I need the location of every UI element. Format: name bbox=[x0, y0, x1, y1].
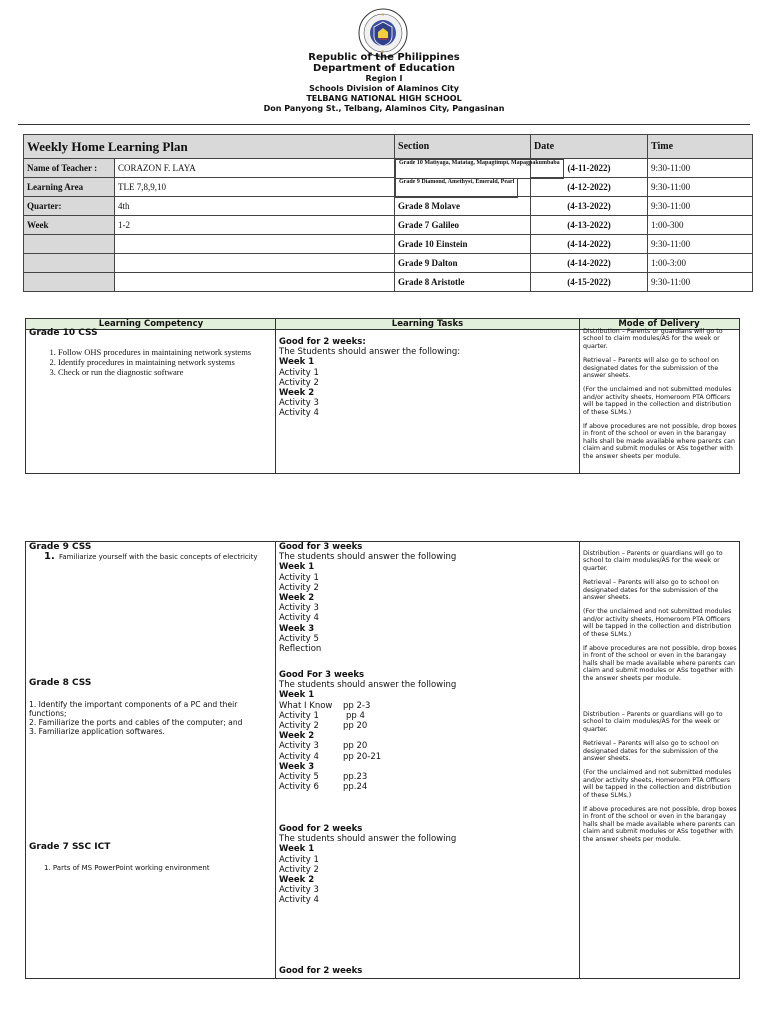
section-header: Section bbox=[395, 135, 531, 159]
info-label bbox=[24, 235, 115, 254]
task-activity: Activity 1 bbox=[279, 854, 319, 865]
republic-line: Republic of the Philippines bbox=[308, 52, 460, 63]
info-value bbox=[115, 235, 395, 254]
info-date: (4-14-2022) bbox=[531, 235, 648, 254]
task-activity: Activity 6 pp.24 bbox=[279, 782, 368, 793]
info-label bbox=[24, 273, 115, 292]
task-page: pp 4 bbox=[346, 710, 365, 721]
instruction-text: The students should answer the following bbox=[279, 680, 457, 691]
info-date: (4-13-2022) bbox=[531, 216, 648, 235]
grade9-competency: Familiarize yourself with the basic concepts of electricity bbox=[59, 553, 258, 561]
info-label bbox=[24, 254, 115, 273]
grade8-title: Grade 8 CSS bbox=[29, 678, 92, 688]
info-time: 9:30-11:00 bbox=[648, 235, 753, 254]
grade7-tasks bbox=[279, 824, 456, 906]
task-activity: Activity 2 bbox=[279, 582, 319, 593]
info-section: Grade 8 Molave bbox=[395, 197, 531, 216]
info-row bbox=[24, 178, 753, 197]
grade10-title: Grade 10 CSS bbox=[29, 328, 98, 338]
task-activity: Activity 4 pp 20-21 bbox=[279, 751, 382, 762]
delivery-unclaimed: (For the unclaimed and not submitted modules and/or activity sheets, Homeroom PTA Officers will be tapped in the collection and distribution of these SLMs.) bbox=[583, 769, 732, 799]
competency-item: 1. Identify the important components of a PC and their functions; bbox=[29, 700, 238, 718]
info-date: (4-13-2022) bbox=[531, 197, 648, 216]
info-time: 1:00-300 bbox=[648, 216, 753, 235]
division-line: Schools Division of Alaminos City bbox=[309, 84, 459, 93]
grade10-delivery bbox=[583, 328, 738, 467]
info-value: 4th bbox=[115, 197, 395, 216]
info-row bbox=[24, 254, 753, 273]
info-header-row bbox=[24, 135, 753, 159]
delivery-distribution: Distribution – Parents or guardians will go to school to claim modules/AS for the week or quarter. bbox=[583, 711, 723, 733]
grade10-competencies bbox=[36, 347, 271, 377]
info-section: Grade 9 Dalton bbox=[395, 254, 531, 273]
task-week: Week 1 bbox=[279, 844, 315, 855]
info-section: Grade 10 Einstein bbox=[395, 235, 531, 254]
info-section: Grade 9 Diamond, Amethyst, Emerald, Pearl bbox=[395, 178, 518, 198]
info-date: (4-11-2022) bbox=[531, 159, 648, 178]
delivery-distribution: Distribution – Parents or guardians will go to school to claim modules/AS for the week or quarter. bbox=[583, 550, 723, 572]
task-activity: Activity 4 bbox=[279, 895, 319, 906]
delivery-header: Mode of Delivery bbox=[618, 319, 700, 329]
task-activity: Activity 3 bbox=[279, 603, 319, 614]
task-activity: Activity 1 bbox=[279, 572, 319, 583]
info-section: Grade 10 Matiyaga, Matatag, Mapagtimpi, Mapagpakumbaba bbox=[395, 159, 564, 179]
grade8-delivery bbox=[583, 711, 738, 850]
info-row bbox=[24, 159, 753, 178]
delivery-retrieval: Retrieval – Parents will also go to school on designated dates for the submission of the answer sheets. bbox=[583, 579, 719, 602]
info-time: 9:30-11:00 bbox=[648, 197, 753, 216]
info-value: CORAZON F. LAYA bbox=[115, 159, 395, 178]
grade10-tasks bbox=[279, 337, 460, 419]
good-for-label: Good for 2 weeks: bbox=[279, 337, 366, 347]
competency-header: Learning Competency bbox=[98, 319, 204, 329]
info-value bbox=[115, 254, 395, 273]
task-activity: Activity 5 pp.23 bbox=[279, 771, 368, 782]
time-header: Time bbox=[648, 135, 753, 159]
letterhead bbox=[0, 52, 768, 114]
info-value: 1-2 bbox=[115, 216, 395, 235]
info-row bbox=[24, 235, 753, 254]
grade7-competency: 1. Parts of MS PowerPoint working environment bbox=[44, 864, 210, 872]
info-date: (4-15-2022) bbox=[531, 273, 648, 292]
delivery-dropbox: If above procedures are not possible, drop boxes in front of the school or even in the barangay halls shall be made available where parents can claim and submit modules or ASs together with the answer sheets per module. bbox=[583, 645, 737, 682]
delivery-dropbox: If above procedures are not possible, drop boxes in front of the school or even in the barangay halls shall be made available where parents can claim and submit modules or ASs together with the answer sheets per module. bbox=[583, 806, 737, 843]
info-time: 1:00-3:00 bbox=[648, 254, 753, 273]
task-week: Week 2 bbox=[279, 387, 315, 398]
grade8-tasks bbox=[279, 670, 456, 792]
delivery-unclaimed: (For the unclaimed and not submitted modules and/or activity sheets, Homeroom PTA Officers will be tapped in the collection and distribution of these SLMs.) bbox=[583, 608, 732, 638]
task-activity: Activity 2 bbox=[279, 864, 319, 875]
good-for-label: Good for 3 weeks bbox=[279, 542, 363, 552]
task-week: Week 2 bbox=[279, 731, 315, 742]
next-good-for-label: Good for 2 weeks bbox=[279, 966, 363, 976]
task-activity: Activity 2 bbox=[279, 377, 319, 388]
region-line: Region I bbox=[365, 74, 403, 83]
task-activity: Activity 2 pp 20 bbox=[279, 720, 368, 731]
task-week: Week 1 bbox=[279, 562, 315, 573]
info-time: 9:30-11:00 bbox=[648, 273, 753, 292]
deped-seal-icon bbox=[358, 8, 408, 58]
task-activity: Activity 1 pp 4 bbox=[279, 710, 365, 721]
tasks-header: Learning Tasks bbox=[391, 319, 464, 329]
task-week: Week 3 bbox=[279, 761, 315, 772]
plan-table-grade10 bbox=[25, 318, 740, 474]
address-line: Don Panyong St., Telbang, Alaminos City, Pangasinan bbox=[263, 104, 505, 113]
competency-item: 1. Follow OHS procedures in maintaining network systems bbox=[58, 347, 271, 357]
task-activity: Activity 4 bbox=[279, 613, 319, 624]
grade8-competencies bbox=[29, 700, 269, 736]
task-activity: What I Know pp 2-3 bbox=[279, 700, 371, 711]
competency-item: 2. Identify procedures in maintaining network systems bbox=[58, 357, 271, 367]
date-header: Date bbox=[531, 135, 648, 159]
task-activity: Activity 3 bbox=[279, 398, 319, 409]
info-row bbox=[24, 216, 753, 235]
delivery-distribution: Distribution – Parents or guardians will go to school to claim modules/AS for the week or quarter. bbox=[583, 328, 723, 350]
header-divider bbox=[18, 124, 750, 125]
task-week: Week 2 bbox=[279, 592, 315, 603]
task-page: pp 2-3 bbox=[343, 700, 371, 711]
plan-title: Weekly Home Learning Plan bbox=[24, 135, 395, 159]
task-activity: Activity 4 bbox=[279, 408, 319, 419]
task-activity: Activity 1 bbox=[279, 367, 319, 378]
department-line: Department of Education bbox=[313, 63, 455, 74]
info-value bbox=[115, 273, 395, 292]
competency-item: 3. Check or run the diagnostic software bbox=[58, 367, 271, 377]
grade7-title: Grade 7 SSC ICT bbox=[29, 842, 111, 852]
task-activity: Reflection bbox=[279, 643, 322, 654]
info-row bbox=[24, 273, 753, 292]
grade9-title: Grade 9 CSS bbox=[29, 542, 92, 552]
info-time: 9:30-11:00 bbox=[648, 178, 753, 197]
plan-info-table bbox=[23, 134, 753, 292]
info-label: Learning Area bbox=[24, 178, 115, 197]
good-for-label: Good For 3 weeks bbox=[279, 670, 365, 680]
task-page: pp 20 bbox=[343, 720, 368, 731]
info-label: Quarter: bbox=[24, 197, 115, 216]
info-section: Grade 7 Galileo bbox=[395, 216, 531, 235]
instruction-text: The Students should answer the following: bbox=[279, 347, 461, 358]
task-week: Week 3 bbox=[279, 623, 315, 634]
plan-table-grades-9-8-7 bbox=[25, 541, 740, 979]
task-week: Week 1 bbox=[279, 690, 315, 701]
info-time: 9:30-11:00 bbox=[648, 159, 753, 178]
info-value: TLE 7,8,9,10 bbox=[115, 178, 395, 197]
grade9-number: 1. bbox=[44, 551, 55, 562]
info-label: Name of Teacher : bbox=[24, 159, 115, 178]
info-section: Grade 8 Aristotle bbox=[395, 273, 531, 292]
task-page: pp.23 bbox=[343, 771, 368, 782]
delivery-unclaimed: (For the unclaimed and not submitted modules and/or activity sheets, Homeroom PTA Officers will be tapped in the collection and distribution of these SLMs.) bbox=[583, 386, 732, 416]
task-page: pp.24 bbox=[343, 782, 368, 793]
info-date: (4-14-2022) bbox=[531, 254, 648, 273]
task-activity: Activity 3 pp 20 bbox=[279, 741, 368, 752]
info-row bbox=[24, 197, 753, 216]
good-for-label: Good for 2 weeks bbox=[279, 824, 363, 834]
instruction-text: The students should answer the following bbox=[279, 552, 457, 563]
delivery-retrieval: Retrieval – Parents will also go to school on designated dates for the submission of the answer sheets. bbox=[583, 357, 719, 380]
grade9-delivery bbox=[583, 550, 738, 689]
task-page: pp 20 bbox=[343, 741, 368, 752]
school-line: TELBANG NATIONAL HIGH SCHOOL bbox=[306, 94, 462, 103]
task-page: pp 20-21 bbox=[343, 751, 382, 762]
delivery-dropbox: If above procedures are not possible, drop boxes in front of the school or even in the barangay halls shall be made available where parents can claim and submit modules or ASs together with the answer sheets per module. bbox=[583, 423, 737, 460]
competency-item: 3. Familiarize application softwares. bbox=[29, 727, 165, 736]
task-week: Week 1 bbox=[279, 357, 315, 368]
task-activity: Activity 5 bbox=[279, 633, 319, 644]
task-activity: Activity 3 bbox=[279, 885, 319, 896]
delivery-retrieval: Retrieval – Parents will also go to school on designated dates for the submission of the answer sheets. bbox=[583, 740, 719, 763]
grade9-tasks bbox=[279, 542, 456, 654]
instruction-text: The students should answer the following bbox=[279, 834, 457, 845]
task-week: Week 2 bbox=[279, 874, 315, 885]
info-date: (4-12-2022) bbox=[531, 178, 648, 197]
info-label: Week bbox=[24, 216, 115, 235]
competency-item: 2. Familiarize the ports and cables of the computer; and bbox=[29, 718, 243, 727]
